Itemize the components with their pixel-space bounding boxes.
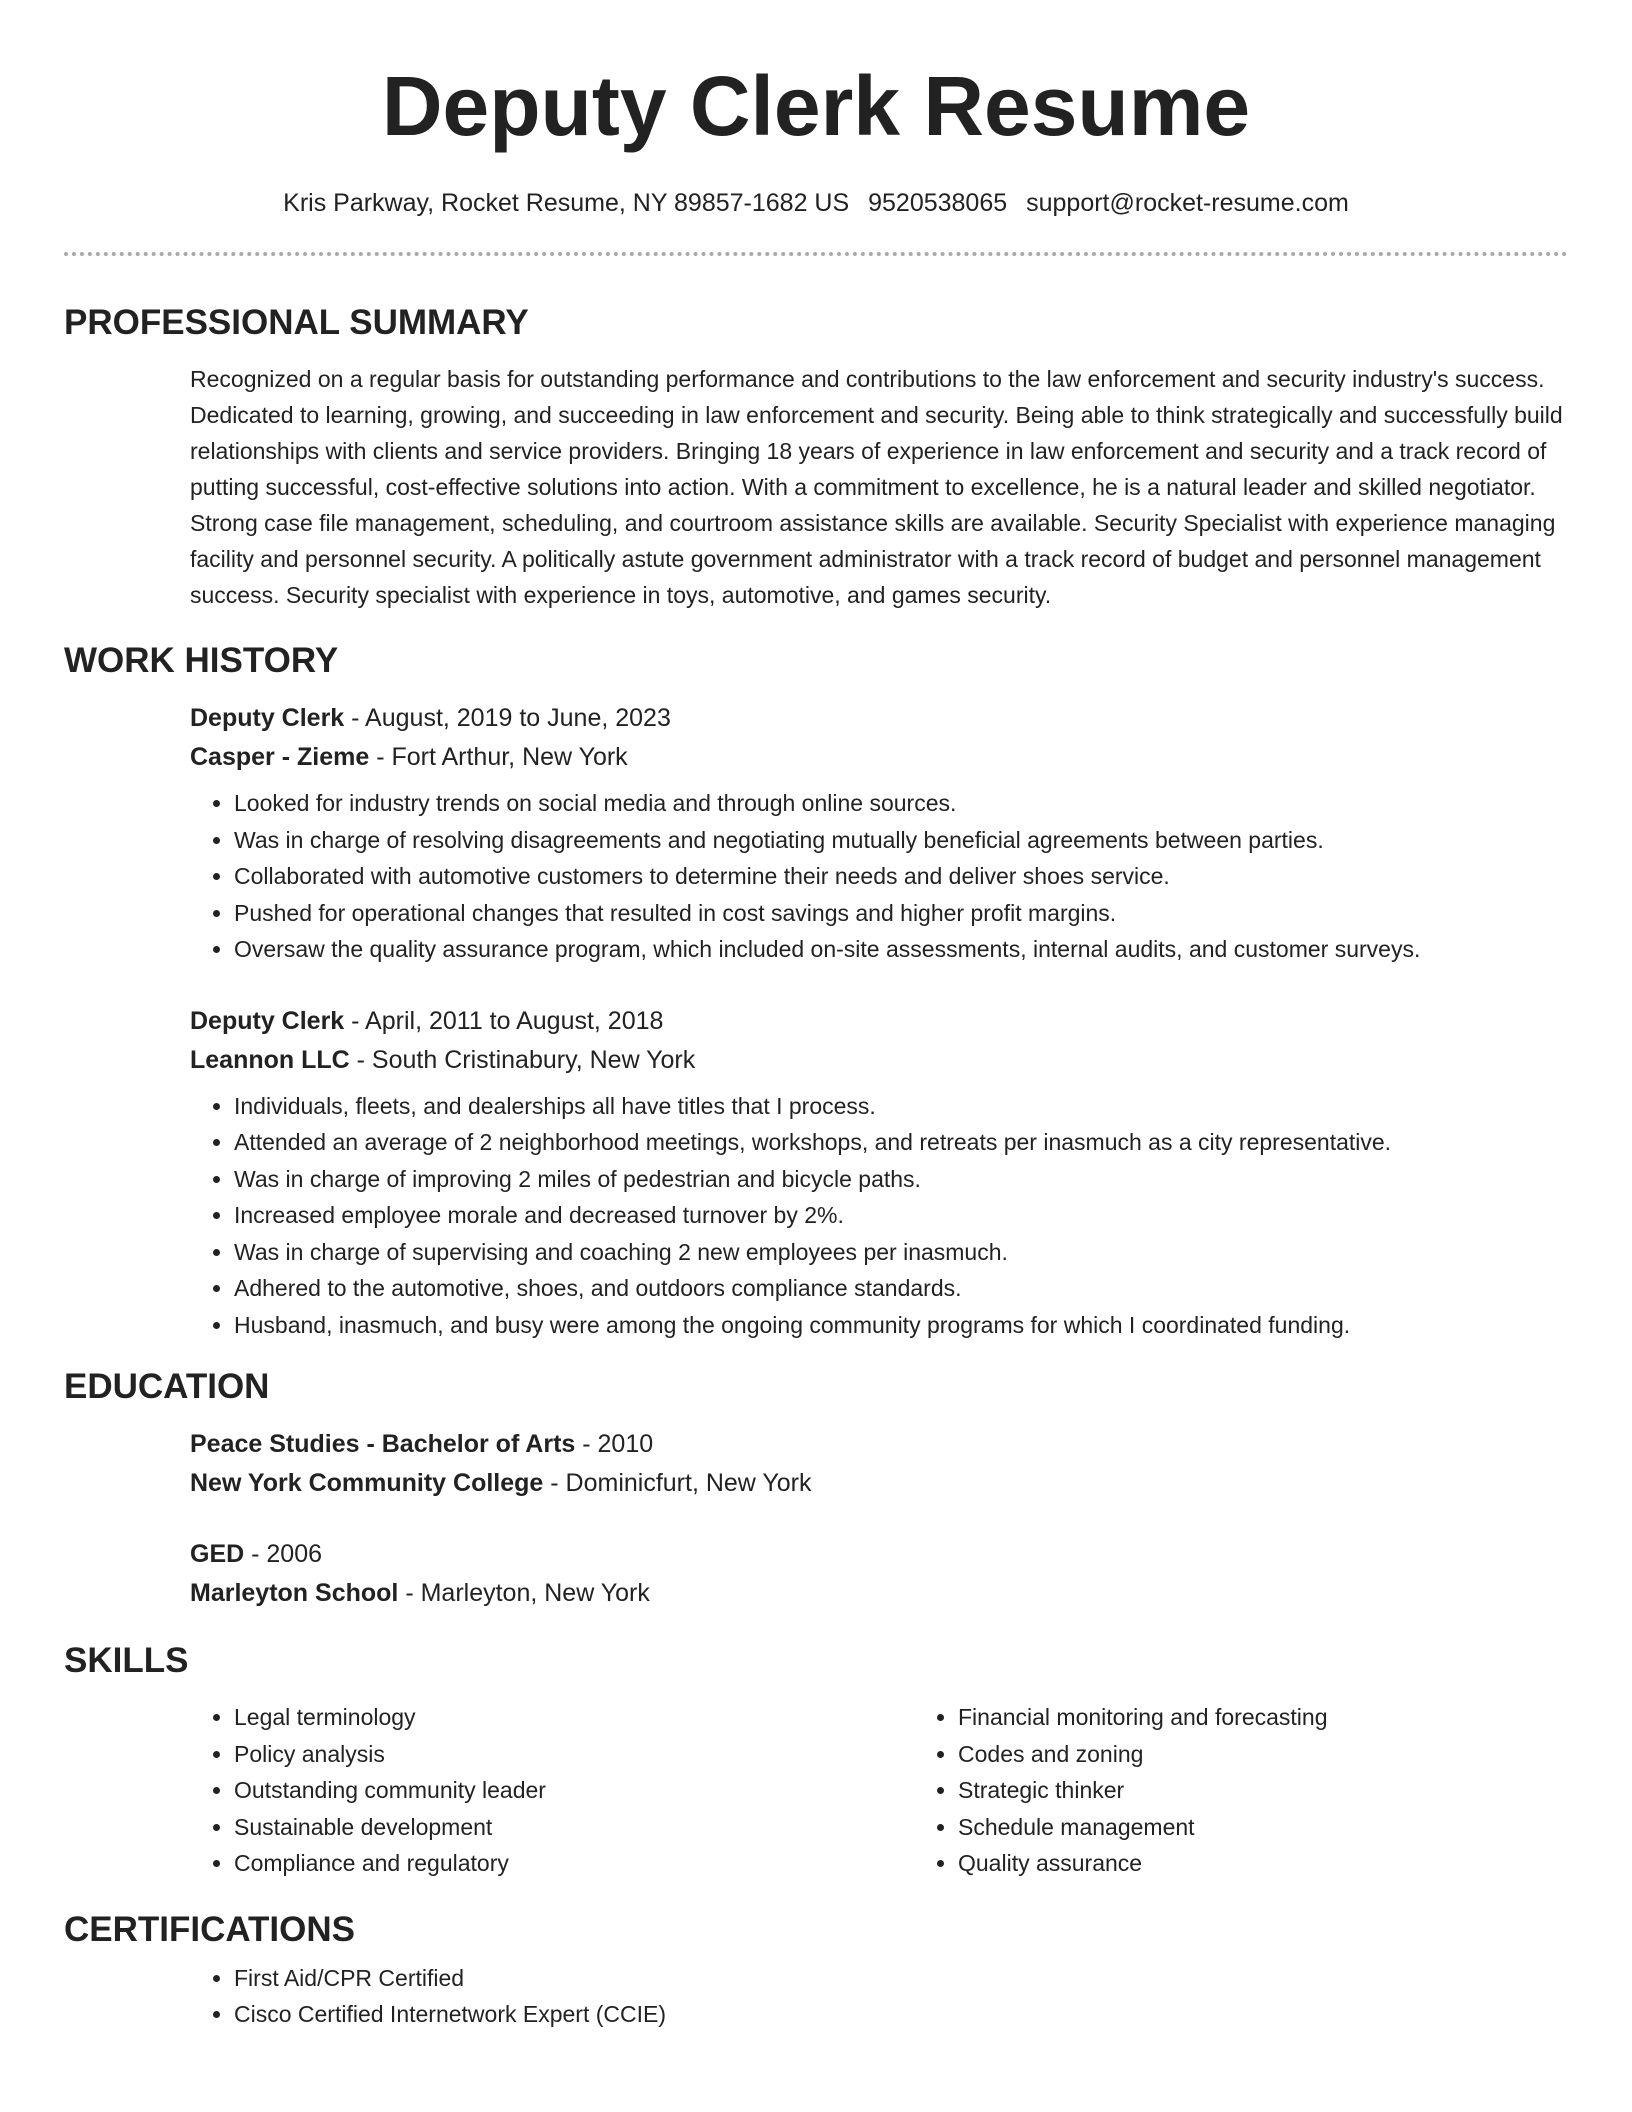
job-entry bbox=[190, 699, 1568, 968]
school-line bbox=[190, 1464, 1568, 1503]
contact-email: support@rocket-resume.com bbox=[1026, 189, 1349, 217]
list-item: • Looked for industry trends on social media and through online sources. bbox=[234, 785, 1568, 822]
work-history-heading: WORK HISTORY bbox=[64, 641, 339, 680]
list-item: • Was in charge of supervising and coaching 2 new employees per inasmuch. bbox=[234, 1234, 1568, 1271]
list-item: • Financial monitoring and forecasting bbox=[958, 1699, 1632, 1736]
degree: Peace Studies - Bachelor of Arts bbox=[190, 1430, 576, 1458]
job-dates: - August, 2019 to June, 2023 bbox=[344, 704, 671, 732]
job-duties bbox=[190, 785, 1568, 968]
list-item: • Was in charge of improving 2 miles of pedestrian and bicycle paths. bbox=[234, 1161, 1568, 1198]
resume-page bbox=[64, 0, 1568, 2033]
job-title: Deputy Clerk bbox=[190, 1006, 345, 1035]
skills-section bbox=[190, 1691, 1568, 1882]
list-item: • Husband, inasmuch, and busy were among the ongoing community programs for which I coordinated funding. bbox=[234, 1307, 1568, 1344]
list-item: • Was in charge of resolving disagreements and negotiating mutually beneficial agreements between parties. bbox=[234, 822, 1568, 859]
job-title-line bbox=[190, 1002, 1568, 1041]
school-location: - Dominicfurt, New York bbox=[543, 1469, 812, 1497]
summary-text: Recognized on a regular basis for outstanding performance and contributions to the law enforcement and security industry's success. Dedicated to learning, growing, and succeeding in law enforcement and security. Being able to think strategically and successfully build relationships with clients and service providers. Bringing 18 years of experience in law enforcement and security and a track record of putting successful, cost-effective solutions into action. With a commitment to excellence, he is a natural leader and skilled negotiator. Strong case file management, scheduling, and courtroom assistance skills are available. Security Specialist with experience managing facility and personnel security. A politically astute government administrator with a track record of budget and personnel management success. Security specialist with experience in toys, automotive, and games security. bbox=[190, 366, 1563, 608]
skills-columns bbox=[190, 1691, 1568, 1882]
list-item: • Pushed for operational changes that resulted in cost savings and higher profit margins. bbox=[234, 895, 1568, 932]
job-company: Leannon LLC bbox=[190, 1045, 350, 1074]
education-entry bbox=[190, 1535, 1568, 1613]
work-history-section bbox=[190, 699, 1568, 1343]
job-company: Casper - Zieme bbox=[190, 743, 370, 771]
graduation-year: - 2010 bbox=[575, 1430, 654, 1458]
job-title: Deputy Clerk bbox=[190, 704, 345, 732]
contact-phone: 9520538065 bbox=[868, 189, 1008, 217]
list-item: • Increased employee morale and decreased turnover by 2%. bbox=[234, 1197, 1568, 1234]
skills-heading: SKILLS bbox=[64, 1641, 189, 1680]
list-item: • Schedule management bbox=[958, 1809, 1632, 1846]
summary-heading: PROFESSIONAL SUMMARY bbox=[64, 303, 529, 342]
contact-line bbox=[64, 187, 1568, 219]
list-item: • Legal terminology bbox=[234, 1699, 914, 1736]
list-item: • Cisco Certified Internetwork Expert (CCIE) bbox=[234, 1996, 1568, 2033]
education-heading: EDUCATION bbox=[64, 1367, 270, 1406]
list-item: • Adhered to the automotive, shoes, and outdoors compliance standards. bbox=[234, 1270, 1568, 1307]
contact-address: Kris Parkway, Rocket Resume, NY 89857-1682 US bbox=[283, 189, 850, 217]
graduation-year: - 2006 bbox=[244, 1540, 323, 1568]
resume-title: Deputy Clerk Resume bbox=[381, 59, 1251, 153]
degree-line bbox=[190, 1425, 1568, 1464]
job-title-line bbox=[190, 699, 1568, 738]
job-duties bbox=[190, 1088, 1568, 1344]
job-dates: - April, 2011 to August, 2018 bbox=[344, 1006, 664, 1035]
summary-section bbox=[190, 361, 1568, 613]
list-item: • Codes and zoning bbox=[958, 1736, 1632, 1773]
degree-line bbox=[190, 1535, 1568, 1574]
list-item: • First Aid/CPR Certified bbox=[234, 1960, 1568, 1997]
school-location: - Marleyton, New York bbox=[398, 1579, 650, 1607]
school-line bbox=[190, 1574, 1568, 1613]
list-item: • Policy analysis bbox=[234, 1736, 914, 1773]
school-name: New York Community College bbox=[190, 1469, 544, 1497]
skills-list-right bbox=[914, 1699, 1632, 1882]
school-name: Marleyton School bbox=[190, 1579, 399, 1607]
list-item: • Strategic thinker bbox=[958, 1772, 1632, 1809]
degree: GED bbox=[190, 1540, 245, 1568]
list-item: • Oversaw the quality assurance program, which included on-site assessments, internal audits, and customer surveys. bbox=[234, 931, 1568, 968]
list-item: • Collaborated with automotive customers to determine their needs and deliver shoes service. bbox=[234, 858, 1568, 895]
job-company-line bbox=[190, 738, 1568, 777]
certifications-section bbox=[190, 1960, 1568, 2033]
list-item: • Attended an average of 2 neighborhood meetings, workshops, and retreats per inasmuch as a city representative. bbox=[234, 1124, 1568, 1161]
job-location: - Fort Arthur, New York bbox=[369, 743, 628, 771]
list-item: • Individuals, fleets, and dealerships all have titles that I process. bbox=[234, 1088, 1568, 1125]
education-entry bbox=[190, 1425, 1568, 1503]
list-item: • Compliance and regulatory bbox=[234, 1845, 914, 1882]
certifications-heading: CERTIFICATIONS bbox=[64, 1909, 356, 1949]
job-entry bbox=[190, 1002, 1568, 1344]
list-item: • Sustainable development bbox=[234, 1809, 914, 1846]
header-divider bbox=[64, 252, 1568, 256]
education-section bbox=[190, 1425, 1568, 1613]
job-location: - South Cristinabury, New York bbox=[349, 1045, 696, 1074]
job-company-line bbox=[190, 1041, 1568, 1080]
list-item: • Outstanding community leader bbox=[234, 1772, 914, 1809]
list-item: • Quality assurance bbox=[958, 1845, 1632, 1882]
skills-list-left bbox=[190, 1699, 914, 1882]
certifications-list bbox=[190, 1960, 1568, 2033]
